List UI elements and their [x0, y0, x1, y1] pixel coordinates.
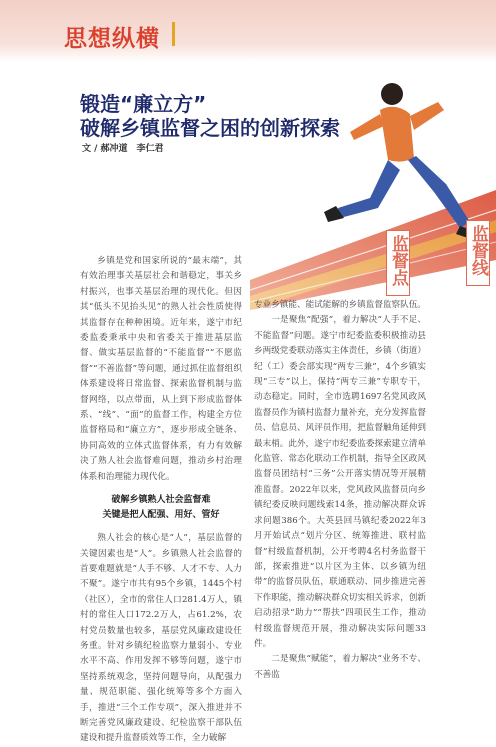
subheading [80, 493, 242, 523]
tag-supervision-line-label: 监督线 [468, 225, 488, 276]
runner-figure [324, 83, 478, 240]
paragraph: 一是聚焦“配强”，着力解决“人手不足、不能监督”问题。遂宁市纪委监委积极推动县乡两级党委联动落实主体责任，乡镇（街道）纪（工）委会部实现“两专三兼”，4个乡镇实现“三专”以上，保持“两专三兼”专职专干，动态稳定。同时，全市选聘1697名党风政风监督员作为镇村监督力量补充，充分发挥监督员、信息员、风评员作用，把监督触角延伸到最末梢。此外，遂宁市纪委监委探索建立清单化监管、常态化联动工作机制，指导全区政风监督员团结村“三务”公开落实情况等开展精准监督。2022年以来，党风政风监督员向乡镇纪委反映问题线索14条，推动解决群众诉求问题386个。大英县回马镇纪委2022年3月开始试点“划片分区、统筹推进、联村监督”村级监督机制，公开考聘4名村务监督干部，探索推进“以片区为主体、以乡镇为纽带”的监督员队伍，联通联动、同步推进完善下作职能，推动解决群众切实相关诉求，创新启动招录“助力”“帮扶”四项民生工作，推动村级监督规范开展，推动解决实际问题33件。 [254, 315, 426, 649]
tag-supervision-line [466, 220, 490, 286]
paragraph: 熟人社会的核心是“人”，基层监督的关键因素也是“人”。乡镇熟人社会监督的首要难题就是“人手不够、人才不专、人力不聚”。遂宁市共有95个乡镇，1445个村（社区），全市的常住人口281.4万人，镇村的常住人口172.2万人，占61.2%，农村党员数量也较多，基层党风廉政建设任务重。针对乡镇纪检监察力量弱小、专业水平不高、作用发挥不够等问题，遂宁市坚持系统观念，坚持问题导向，从配强力量、规范职能、强化统筹等多个方面入手，推进“三个工作专项”，深入推进并不断完善党风廉政建设、纪检监察干部队伍建设和提升监督质效等工作，全力破解 [80, 533, 242, 744]
subheading-line-2: 关键是把人配强、用好、管好 [102, 510, 220, 521]
subheading-line-1: 破解乡镇熟人社会监督难 [111, 495, 211, 506]
body-column-right [254, 298, 426, 683]
paragraph: 专业乡镇能、能试能解的乡镇监督监察队伍。 [254, 300, 426, 310]
body-column-left [80, 254, 242, 747]
article-title-line-1: 锻造“廉立方” [80, 92, 207, 116]
section-title-mark [172, 22, 175, 46]
section-title: 思想纵横 [64, 26, 160, 52]
section-header [0, 0, 496, 62]
tag-supervision-point-label: 监督点 [388, 235, 408, 286]
tag-supervision-point [386, 230, 410, 296]
paragraph: 乡镇是党和国家所说的“最末端”，其有效治理事关基层社会和谐稳定，事关乡村振兴，也事关基层治理的现代化。但因其“低头不见抬头见”的熟人社会性质使得其监督存在种种困境。近年来，遂宁市纪委监委秉承中央和省委关于推进基层监督、做实基层监督的“不能监督”“不愿监督”“不善监督”等问题，通过抓住监督组织体系建设将日常监督、探索监督机制与监督网络，以点带面，从上到下形成监督体系、“线”、“面”的监督工作，构建全方位监督格局和“廉立方”，逐步形成全链条、协同高效的立体式监督体系，有力有效解决了熟人社会监督难问题，推动乡村治理体系和治理能力现代化。 [80, 256, 242, 482]
paragraph: 二是聚焦“赋能”，着力解决“业务不专、不善监 [254, 654, 426, 680]
illustration-runner [250, 70, 496, 310]
byline: 文 / 郝冲道 李仁君 [82, 144, 164, 154]
article-title-line-2: 破解乡镇监督之困的创新探索 [80, 116, 340, 140]
runner-track-graphic [250, 70, 496, 310]
